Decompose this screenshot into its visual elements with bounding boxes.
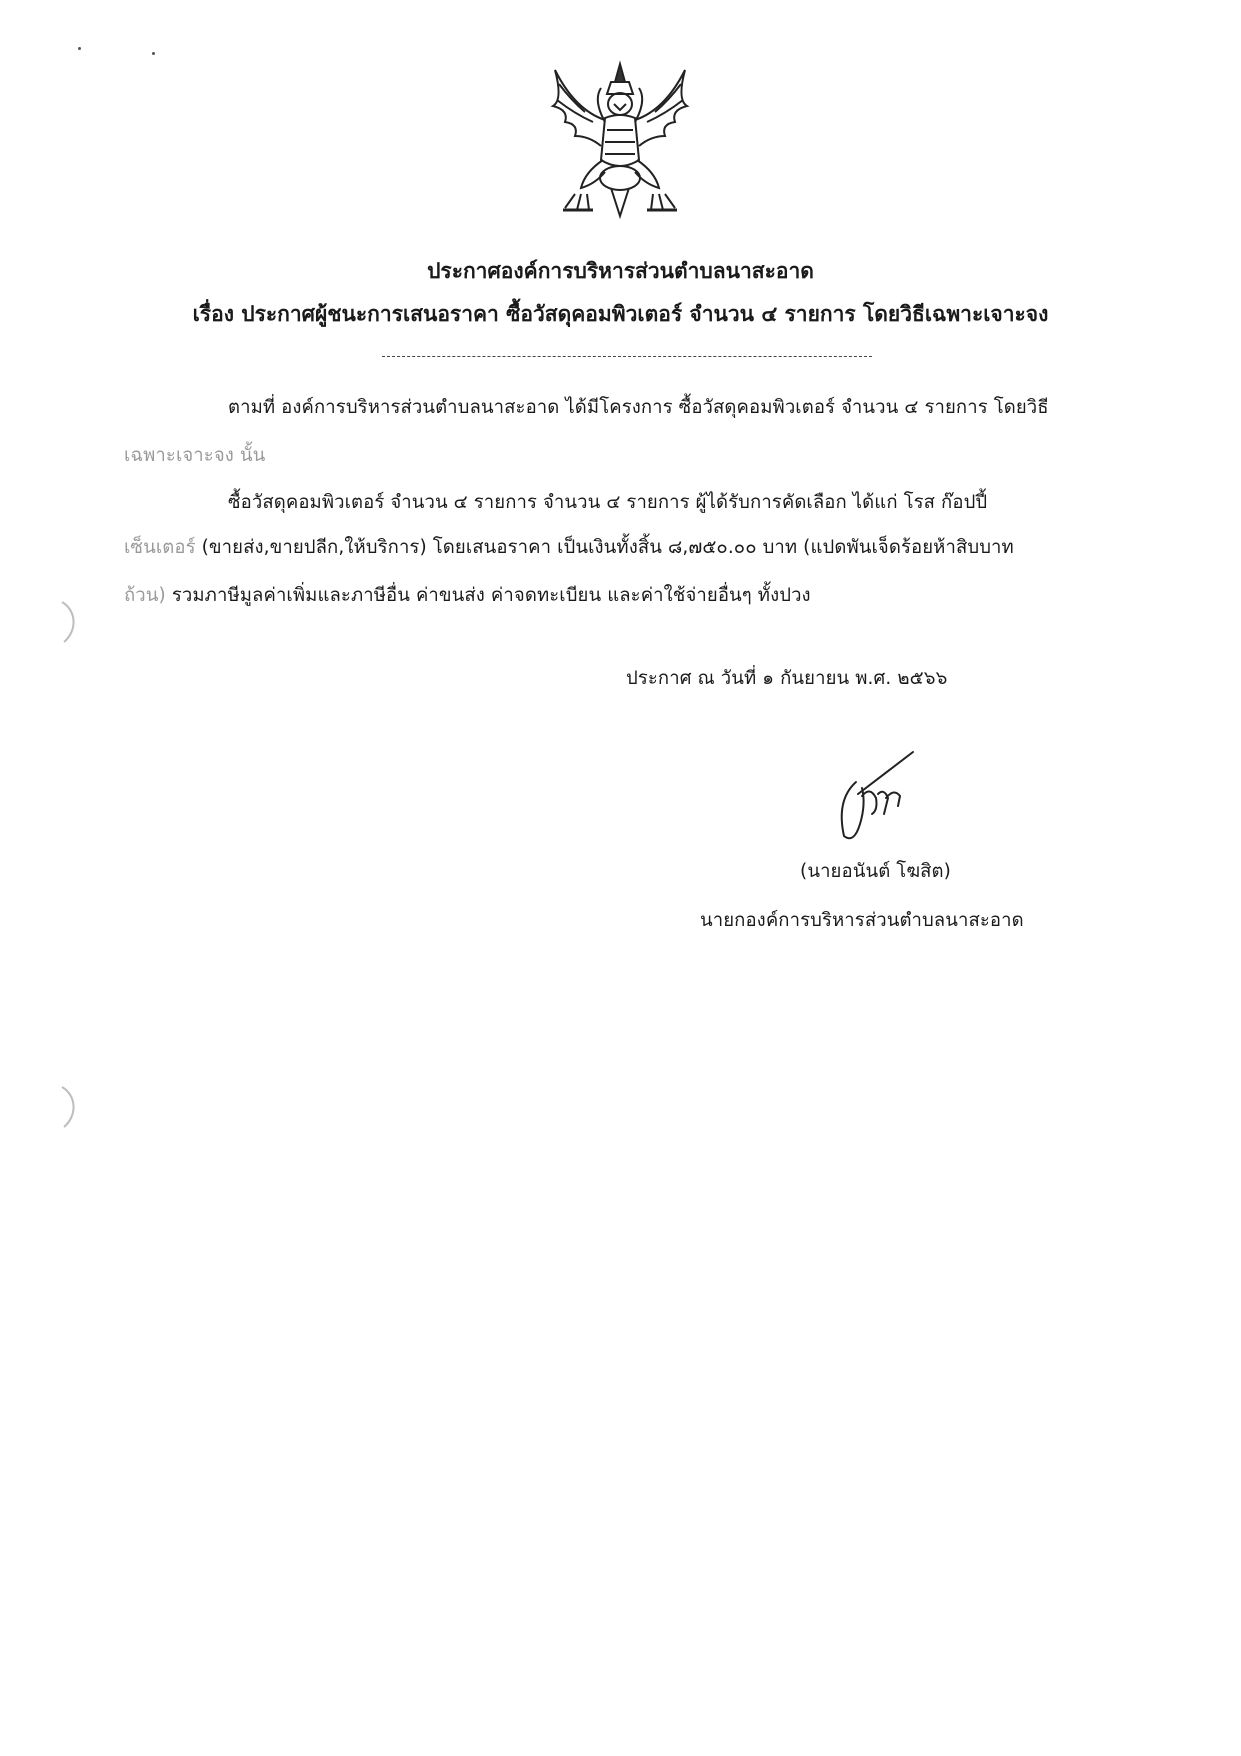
paragraph-1-line-1: ตามที่ องค์การบริหารส่วนตำบลนาสะอาด ได้มีโครงการ ซื้อวัสดุคอมพิวเตอร์ จำนวน ๔ รายการ โดยวิธี bbox=[228, 397, 1049, 418]
vendor-name-suffix: เซ็นเตอร์ bbox=[124, 537, 196, 558]
header-divider bbox=[382, 356, 872, 357]
document-title: ประกาศองค์การบริหารส่วนตำบลนาสะอาด bbox=[427, 259, 814, 283]
paragraph-2-line-2-text: (ขายส่ง,ขายปลีก,ให้บริการ) โดยเสนอราคา เป็นเงินทั้งสิ้น ๘,๗๕๐.๐๐ บาท (แปดพันเจ็ดร้อยห้าสิบบาท bbox=[195, 537, 1014, 558]
scan-speck bbox=[78, 47, 81, 50]
signatory-name: (นายอนันต์ โฆสิต) bbox=[800, 861, 951, 882]
garuda-emblem-icon bbox=[535, 60, 705, 220]
paragraph-1-line-2: เฉพาะเจาะจง นั้น bbox=[124, 445, 266, 466]
document-subject: เรื่อง ประกาศผู้ชนะการเสนอราคา ซื้อวัสดุคอมพิวเตอร์ จำนวน ๔ รายการ โดยวิธีเฉพาะเจาะจง bbox=[192, 302, 1049, 326]
paragraph-2-line-2 bbox=[124, 533, 1014, 562]
signatory-position: นายกองค์การบริหารส่วนตำบลนาสะอาด bbox=[700, 910, 1024, 931]
scan-speck bbox=[152, 52, 155, 55]
paragraph-2-line-3 bbox=[124, 581, 811, 610]
announcement-date: ประกาศ ณ วันที่ ๑ กันยายน พ.ศ. ๒๕๖๖ bbox=[626, 668, 948, 689]
paragraph-2-line-3-text: รวมภาษีมูลค่าเพิ่มและภาษีอื่น ค่าขนส่ง ค่าจดทะเบียน และค่าใช้จ่ายอื่นๆ ทั้งปวง bbox=[165, 585, 811, 606]
punch-hole-mark bbox=[58, 600, 80, 644]
amount-words-end: ถ้วน) bbox=[124, 585, 166, 606]
punch-hole-mark bbox=[58, 1085, 80, 1129]
handwritten-signature bbox=[818, 748, 928, 858]
paragraph-2-line-1: ซื้อวัสดุคอมพิวเตอร์ จำนวน ๔ รายการ จำนวน ๔ รายการ ผู้ได้รับการคัดเลือก ได้แก่ โรส ก๊อปปี้ bbox=[228, 492, 988, 513]
